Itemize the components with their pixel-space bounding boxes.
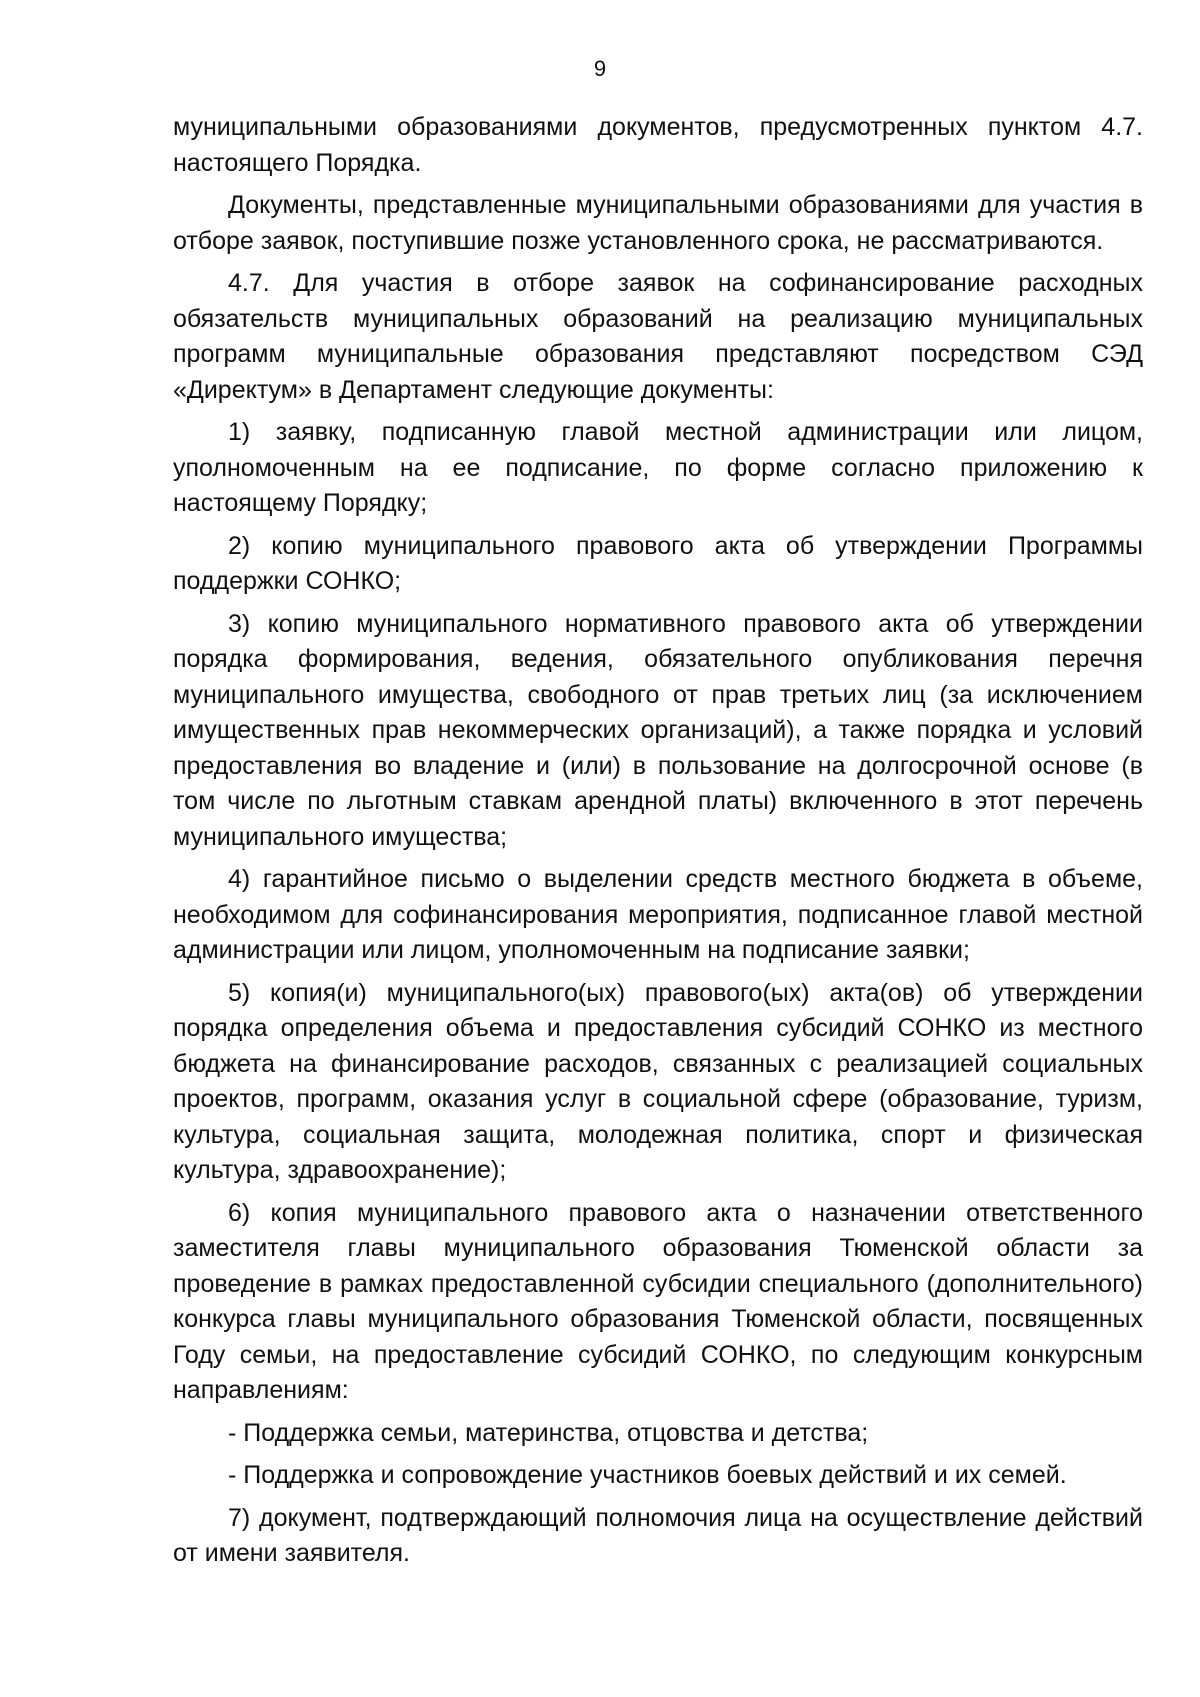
list-item-7: 7) документ, подтверждающий полномочия лица на осуществление действий от имени заявителя.	[173, 1503, 1143, 1567]
paragraph-late-documents: Документы, представленные муниципальными образованиями для участия в отборе заявок, поступившие позже установленного срока, не рассматриваются.	[173, 191, 1143, 255]
list-item-2: 2) копию муниципального правового акта об утверждении Программы поддержки СОНКО;	[173, 531, 1143, 595]
list-item-1: 1) заявку, подписанную главой местной администрации или лицом, уполномоченным на ее подписание, по форме согласно приложению к настоящему Порядку;	[173, 418, 1143, 517]
paragraph-4-7: 4.7. Для участия в отборе заявок на софинансирование расходных обязательств муниципальных образований на реализацию муниципальных программ муниципальные образования представляют посредством СЭД «Директум» в Департамент следующие документы:	[173, 269, 1143, 404]
dash-item-veterans-support: - Поддержка и сопровождение участников боевых действий и их семей.	[228, 1461, 1067, 1489]
list-item-5: 5) копия(и) муниципального(ых) правового(ых) акта(ов) об утверждении порядка определения объема и предоставления субсидий СОНКО из местного бюджета на финансирование расходов, связанных с реализацией социальных проектов, программ, оказания услуг в социальной сфере (образование, туризм, культура, социальная защита, молодежная политика, спорт и физическая культура, здравоохранение);	[173, 978, 1143, 1184]
paragraph-continuation: муниципальными образованиями документов, предусмотренных пунктом 4.7. настоящего Порядка.	[173, 113, 1143, 177]
list-item-4: 4) гарантийное письмо о выделении средств местного бюджета в объеме, необходимом для софинансирования мероприятия, подписанное главой местной администрации или лицом, уполномоченным на подписание заявки;	[173, 865, 1143, 964]
list-item-6: 6) копия муниципального правового акта о назначении ответственного заместителя главы муниципального образования Тюменской области за проведение в рамках предоставленной субсидии специального (дополнительного) конкурса главы муниципального образования Тюменской области, посвященных Году семьи, на предоставление субсидий СОНКО, по следующим конкурсным направлениям:	[173, 1198, 1143, 1404]
list-item-3: 3) копию муниципального нормативного правового акта об утверждении порядка формирования, ведения, обязательного опубликования перечня муниципального имущества, свободного от прав третьих лиц (за исключением имущественных прав некоммерческих организаций), а также порядка и условий предоставления во владение и (или) в пользование на долгосрочной основе (в том числе по льготным ставкам арендной платы) включенного в этот перечень муниципального имущества;	[173, 609, 1143, 851]
page-number: 9	[593, 56, 607, 81]
document-body	[173, 110, 1143, 1579]
dash-item-family-support: - Поддержка семьи, материнства, отцовства и детства;	[228, 1418, 869, 1447]
